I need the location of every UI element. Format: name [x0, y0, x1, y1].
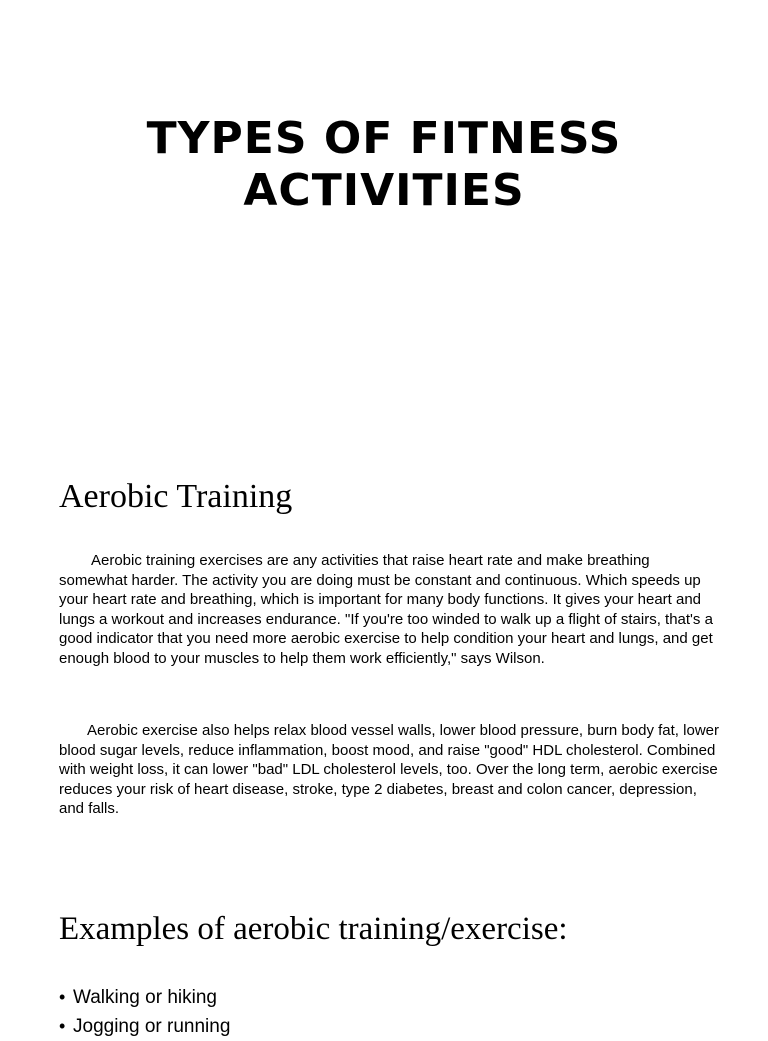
paragraph-aerobic-definition: Aerobic training exercises are any activities that raise heart rate and make breathing somewhat harder. The activity you are doing must be constant and continuous. Which speeds up your heart rate and breathing, which is important for many body functions. It gives your heart and lungs a workout and increases endurance. "If you're too winded to walk up a flight of stairs, that's a good indicator that you need more aerobic exercise to help condition your heart and lungs, and get enough blood to your muscles to help them work efficiently," says Wilson. — [59, 552, 713, 667]
list-item-label: Walking or hiking — [73, 987, 217, 1008]
section-heading-examples: Examples of aerobic training/exercise: — [59, 911, 568, 947]
document-title — [0, 113, 768, 217]
bullet-icon: • — [59, 987, 66, 1007]
section-heading-aerobic-training: Aerobic Training — [59, 478, 293, 515]
bullet-icon: • — [59, 1016, 66, 1036]
title-line-1: TYPES OF FITNESS — [146, 113, 622, 164]
title-line-2: ACTIVITIES — [243, 165, 525, 216]
list-item — [59, 1012, 230, 1041]
paragraph-aerobic-benefits: Aerobic exercise also helps relax blood vessel walls, lower blood pressure, burn body fat, lower blood sugar levels, reduce inflammation, boost mood, and raise "good" HDL cholesterol. Combined with weight loss, it can lower "bad" LDL cholesterol levels, too. Over the long term, aerobic exercise reduces your risk of heart disease, stroke, type 2 diabetes, breast and colon cancer, depression, and falls. — [59, 722, 719, 818]
examples-list — [59, 983, 230, 1041]
list-item-label: Jogging or running — [73, 1016, 231, 1037]
list-item — [59, 983, 230, 1012]
